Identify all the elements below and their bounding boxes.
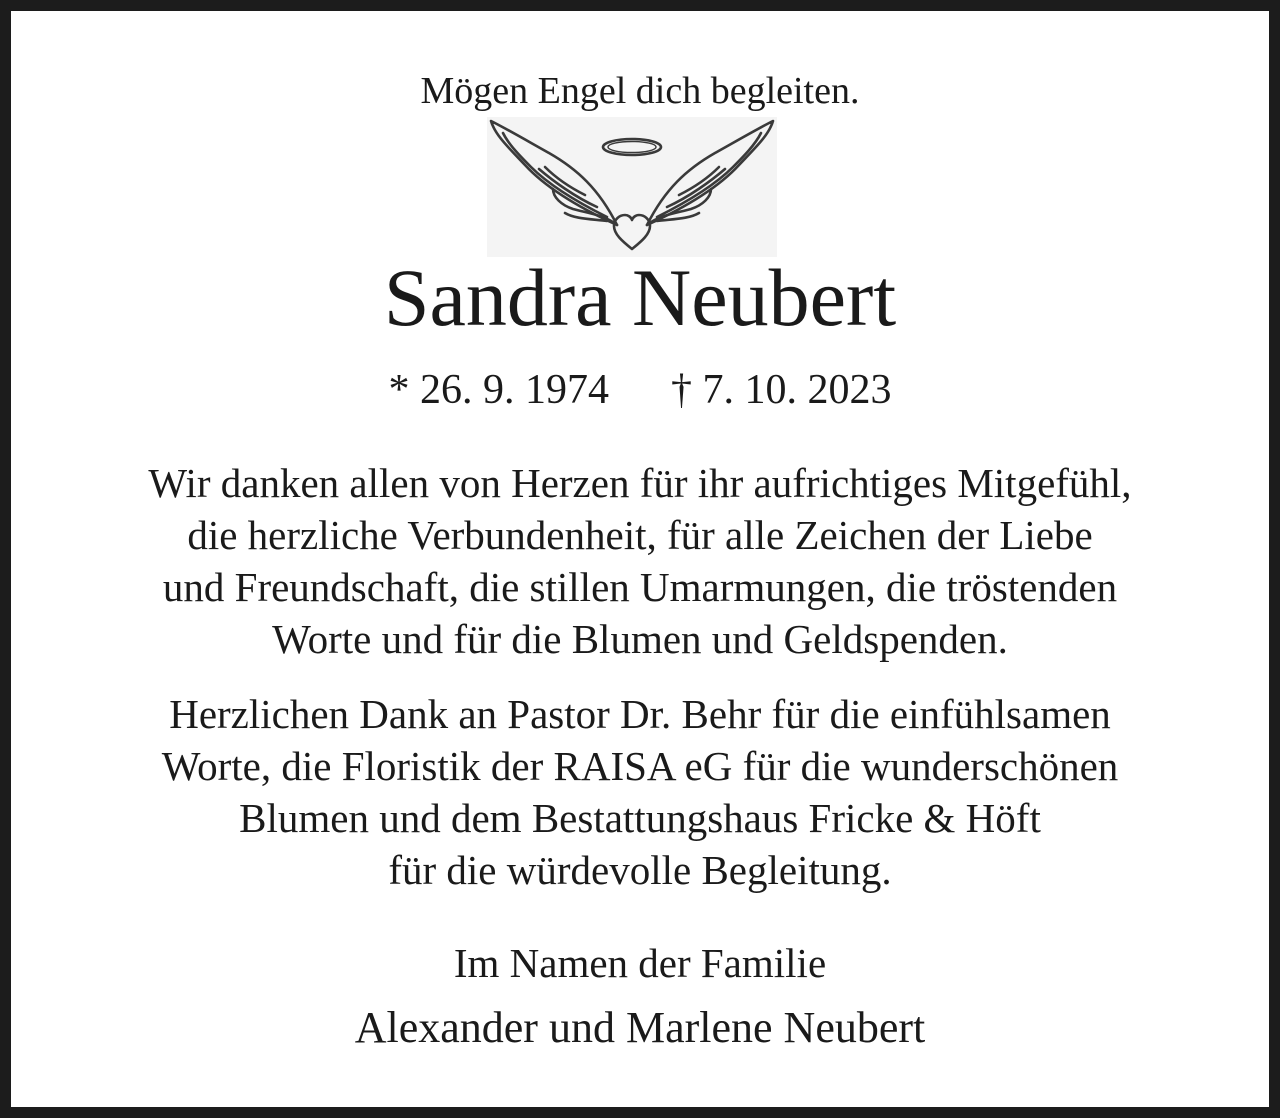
angel-wings-icon [487,117,777,257]
death-date: † 7. 10. 2023 [671,367,892,413]
thanks-line: die herzliche Verbundenheit, für alle Zeichen der Liebe [187,512,1093,558]
deceased-name: Sandra Neubert [383,252,897,343]
acknowledgement-line: Herzlichen Dank an Pastor Dr. Behr für die einfühlsamen [169,691,1111,737]
acknowledgement-line: für die würdevolle Begleitung. [388,847,892,893]
closing-line: Im Namen der Familie [453,940,827,986]
thanks-line: Wir danken allen von Herzen für ihr aufrichtiges Mitgefühl, [148,460,1132,506]
thanks-line: Worte und für die Blumen und Geldspenden. [272,616,1008,662]
motto: Mögen Engel dich begleiten. [420,70,860,112]
acknowledgement-line: Worte, die Floristik der RAISA eG für die wunderschönen [161,743,1119,789]
birth-date: * 26. 9. 1974 [388,367,609,413]
thanks-line: und Freundschaft, die stillen Umarmungen, die tröstenden [162,564,1118,610]
thanks-paragraph [0,457,1280,665]
life-dates [0,365,1280,415]
signers: Alexander und Marlene Neubert [354,1003,926,1052]
acknowledgement-paragraph [0,688,1280,896]
acknowledgement-line: Blumen und dem Bestattungshaus Fricke & Höft [239,795,1041,841]
